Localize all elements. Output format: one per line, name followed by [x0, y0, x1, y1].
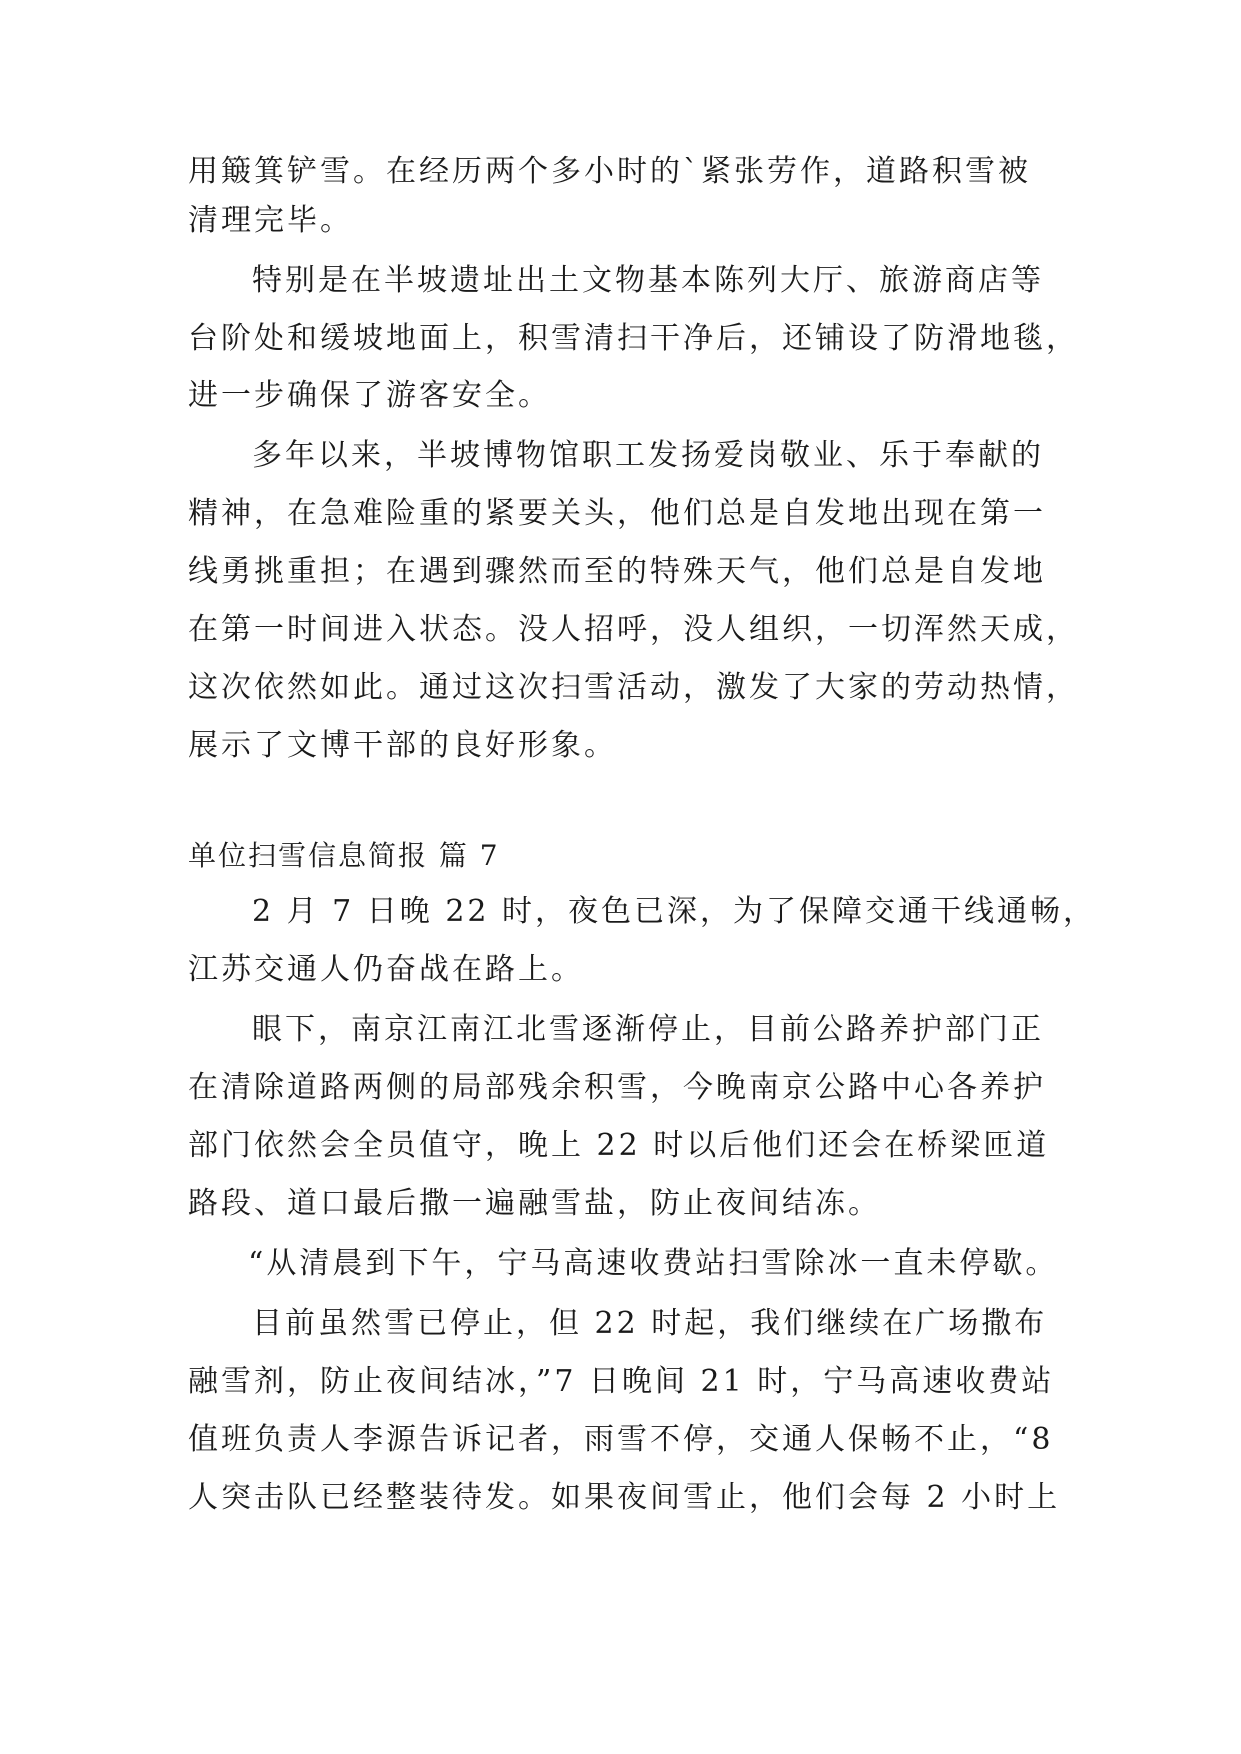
paragraph-line: 值班负责人李源告诉记者，雨雪不停，交通人保畅不止，“8 [188, 1422, 1054, 1457]
paragraph-line: 多年以来，半坡博物馆职工发扬爱岗敬业、乐于奉献的 [252, 438, 1044, 473]
paragraph-line: 人突击队已经整装待发。如果夜间雪止，他们会每 2 小时上 [188, 1480, 1061, 1515]
paragraph-line: 2 月 7 日晚 22 时，夜色已深，为了保障交通干线通畅， [252, 894, 1097, 929]
paragraph-line: 在第一时间进入状态。没人招呼，没人组织，一切浑然天成， [188, 612, 1079, 647]
paragraph-line: 目前虽然雪已停止，但 22 时起，我们继续在广场撒布 [252, 1306, 1048, 1341]
paragraph-line: 用簸箕铲雪。在经历两个多小时的`紧张劳作，道路积雪被 [188, 154, 1031, 189]
paragraph-line: 清理完毕。 [188, 203, 353, 238]
paragraph-line: 特别是在半坡遗址出土文物基本陈列大厅、旅游商店等 [252, 263, 1044, 298]
paragraph-line: “从清晨到下午，宁马高速收费站扫雪除冰一直未停歇。 [248, 1246, 1059, 1281]
paragraph-line: 江苏交通人仍奋战在路上。 [188, 952, 584, 987]
paragraph-line: 台阶处和缓坡地面上，积雪清扫干净后，还铺设了防滑地毯， [188, 321, 1079, 356]
paragraph-line: 进一步确保了游客安全。 [188, 378, 551, 413]
paragraph-line: 在清除道路两侧的局部残余积雪，今晚南京公路中心各养护 [188, 1070, 1046, 1105]
paragraph-line: 这次依然如此。通过这次扫雪活动，激发了大家的劳动热情， [188, 670, 1079, 705]
paragraph-line: 眼下，南京江南江北雪逐渐停止，目前公路养护部门正 [252, 1012, 1044, 1047]
paragraph-line: 精神，在急难险重的紧要关头，他们总是自发地出现在第一 [188, 496, 1046, 531]
paragraph-line: 展示了文博干部的良好形象。 [188, 728, 617, 763]
paragraph-line: 路段、道口最后撒一遍融雪盐，防止夜间结冻。 [188, 1186, 881, 1221]
paragraph-line: 融雪剂，防止夜间结冰，”7 日晚间 21 时，宁马高速收费站 [188, 1364, 1055, 1399]
paragraph-line: 部门依然会全员值守，晚上 22 时以后他们还会在桥梁匝道 [188, 1128, 1050, 1163]
section-heading: 单位扫雪信息简报 篇 7 [188, 839, 500, 872]
paragraph-line: 线勇挑重担；在遇到骤然而至的特殊天气，他们总是自发地 [188, 554, 1046, 589]
